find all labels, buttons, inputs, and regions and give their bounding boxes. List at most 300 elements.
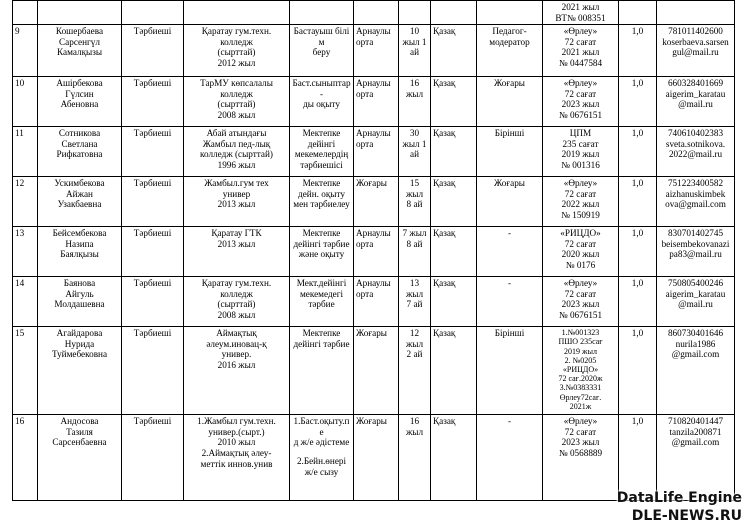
cell-line: жыл	[405, 188, 424, 199]
cell-line: ды оқыту	[303, 99, 340, 110]
full-name-cell	[38, 327, 122, 415]
cell-line: 1.Жамбыл гум.техн.	[197, 416, 276, 427]
watermark-line-1: DataLife Engine	[616, 490, 742, 506]
cell-line: 8 ай	[406, 199, 423, 210]
cell-line: @mail.ru	[678, 99, 713, 110]
cell-empty	[122, 1, 184, 25]
position-cell	[122, 25, 184, 77]
cell-line: колледж (сырттай)	[200, 149, 273, 160]
cell-line: Қаратау ГТК	[211, 228, 262, 239]
cell-line: 751223400582	[667, 178, 724, 189]
cell-line: беру	[312, 47, 331, 58]
cell-text: 15	[15, 328, 25, 339]
cell-line: жыл	[405, 426, 424, 437]
cell-text: Тәрбиеші	[133, 228, 172, 239]
category-cell	[477, 177, 543, 227]
rate-cell	[619, 415, 657, 501]
cell-line: универ	[222, 188, 251, 199]
cell-empty	[184, 1, 290, 25]
cell-line: 2022 жыл	[561, 199, 600, 210]
cell-empty	[431, 1, 477, 25]
contact-cell	[657, 327, 735, 415]
cell-line: Молдашевна	[54, 299, 105, 310]
cell-line: 2010 жыл	[217, 437, 256, 448]
contact-cell	[657, 177, 735, 227]
cell-line: жыл 1 ай	[402, 138, 427, 160]
cell-line: 3.№0383331	[559, 383, 602, 393]
cell-text: 1,0	[631, 278, 644, 289]
cell-text: Тәрбиеші	[133, 416, 172, 427]
cell-line: Мектепке	[302, 178, 341, 189]
rate-cell	[619, 277, 657, 327]
cell-line: @mail.ru	[678, 299, 713, 310]
cell-line: орта	[356, 288, 374, 299]
cell-line: 740610402383	[667, 128, 724, 139]
education-cell	[184, 127, 290, 177]
cell-line: Нурида	[64, 338, 95, 349]
course-cell	[543, 127, 619, 177]
cell-line: ТарМУ көпсалалы	[200, 78, 273, 89]
rate-cell	[619, 77, 657, 127]
cell-line: -	[507, 278, 512, 289]
cell-line: 2 ай	[406, 349, 423, 360]
degree-cell	[354, 227, 399, 277]
cell-line: 830701402745	[667, 228, 724, 239]
full-name-cell	[38, 127, 122, 177]
cell-line: тәрбиешісі	[300, 159, 343, 170]
cell-line: Светлана	[61, 138, 98, 149]
cell-line: ВТ№ 008351	[555, 12, 606, 23]
experience-cell	[399, 227, 431, 277]
language-cell	[431, 77, 477, 127]
specialty-cell	[290, 127, 354, 177]
cell-line: Айгуль	[65, 288, 94, 299]
language-cell	[431, 25, 477, 77]
cell-line: Жамбыл.гум тех	[204, 178, 269, 189]
cell-line: 2023 жыл	[561, 437, 600, 448]
contact-cell	[657, 415, 735, 501]
cell-line: «РИЦДО»	[560, 228, 601, 239]
cell-empty	[13, 1, 38, 25]
cell-line: Сарсенбаевна	[52, 437, 107, 448]
cell-line: 15	[409, 178, 420, 189]
cell-line: 235 сағат	[562, 138, 599, 149]
cell-line: 72 сағат	[564, 238, 597, 249]
table-row	[13, 177, 735, 227]
cell-text: 9	[15, 26, 20, 37]
cell-line: Ускимбекова	[54, 178, 105, 189]
cell-line: Жоғары	[494, 178, 525, 189]
cell-line: 2013 жыл	[217, 199, 256, 210]
experience-cell	[399, 327, 431, 415]
cell-line: Назипа	[65, 238, 94, 249]
contact-cell	[657, 227, 735, 277]
cell-line: орта	[356, 238, 374, 249]
education-cell	[184, 327, 290, 415]
cell-line: дейн. оқыту	[298, 188, 345, 199]
cell-line: ай	[410, 47, 419, 58]
language-cell	[431, 227, 477, 277]
contact-cell	[657, 277, 735, 327]
degree-cell	[354, 415, 399, 501]
education-cell	[184, 177, 290, 227]
language-cell	[431, 277, 477, 327]
cell-line: Баст.сыныптар-	[292, 78, 351, 99]
full-name-cell	[38, 177, 122, 227]
cell-line: 72 сағат	[564, 426, 597, 437]
cell-line: Арнаулы	[356, 228, 391, 239]
cell-line: Жамбыл пед-лық	[202, 138, 271, 149]
cell-line: 2020 жыл	[561, 249, 600, 260]
cell-text: Қазақ	[433, 228, 456, 239]
cell-line: мекемелердің	[294, 149, 349, 160]
cell-line: 7 жыл	[402, 228, 427, 239]
full-name-cell	[38, 415, 122, 501]
cell-line: Жоғары	[494, 78, 525, 89]
cell-line: Абеновна	[60, 99, 99, 110]
cell-line: ova@gmail.com	[665, 199, 726, 210]
table-row	[13, 327, 735, 415]
cell-line: 2023 жыл	[561, 99, 600, 110]
cell-text: Тәрбиеші	[133, 78, 172, 89]
degree-cell	[354, 277, 399, 327]
cell-text: 1,0	[631, 26, 644, 37]
course-cell	[543, 25, 619, 77]
cell-line: 30	[409, 128, 420, 139]
cell-line: Аймақтық	[216, 328, 257, 339]
cell-line: «Өрлеу»	[563, 178, 598, 189]
cell-text: Қазақ	[433, 178, 456, 189]
specialty-cell	[290, 177, 354, 227]
cell-line: Бірінші	[494, 128, 525, 139]
cell-line: Арнаулы	[356, 78, 391, 89]
cell-line: Баянова	[63, 278, 96, 289]
row-number-cell	[13, 327, 38, 415]
watermark-line-2: DLE-NEWS.RU	[631, 508, 742, 524]
cell-line: -	[507, 228, 512, 239]
cell-line: aigerim_karatau	[665, 88, 726, 99]
cell-text: Қазақ	[433, 278, 456, 289]
cell-line: колледж	[220, 88, 253, 99]
cell-text: 1,0	[631, 128, 644, 139]
position-cell	[122, 277, 184, 327]
table-row	[13, 77, 735, 127]
cell-text: 16	[15, 416, 25, 427]
cell-line: Айжан	[66, 188, 93, 199]
cell-line: beisembekovanazi	[661, 238, 730, 249]
cell-text: Тәрбиеші	[133, 278, 172, 289]
cell-text: 10	[15, 78, 25, 89]
cell-text: Қазақ	[433, 128, 456, 139]
rate-cell	[619, 127, 657, 177]
watermark-logo	[617, 489, 742, 525]
cell-line: «Өрлеу»	[563, 26, 598, 37]
contact-cell	[657, 25, 735, 77]
cell-line: Баялқызы	[60, 249, 99, 260]
cell-line: @gmail.com	[671, 437, 720, 448]
cell-line: орта	[356, 138, 374, 149]
staff-table	[12, 0, 735, 501]
contact-cell	[657, 127, 735, 177]
cell-line: Бірінші	[494, 328, 525, 339]
cell-line: Қаратау гум.техн.	[201, 26, 272, 37]
cell-line: мен тәрбиелеу	[293, 199, 350, 210]
cell-line: Сотникова	[58, 128, 101, 139]
cell-line: koserbaeva.sarsen	[662, 36, 729, 47]
cell-line: Ашірбекова	[56, 78, 103, 89]
table-row	[13, 415, 735, 501]
table-row-continued	[13, 1, 735, 25]
contact-cell	[657, 77, 735, 127]
cell-line: «Өрлеу»	[563, 416, 598, 427]
cell-line: Арнаулы	[356, 278, 391, 289]
row-number-cell	[13, 227, 38, 277]
cell-line: жыл	[405, 288, 424, 299]
cell-line: № 0676151	[558, 309, 603, 320]
cell-text: Қазақ	[433, 78, 456, 89]
rate-cell	[619, 227, 657, 277]
rate-cell	[619, 25, 657, 77]
cell-line: Мектепке	[302, 328, 341, 339]
language-cell	[431, 327, 477, 415]
cell-line: 2022@mail.ru	[668, 149, 723, 160]
cell-line: модератор	[489, 36, 530, 47]
cell-line: Рифкатовна	[56, 149, 103, 160]
cell-text: Тәрбиеші	[133, 328, 172, 339]
table-row	[13, 277, 735, 327]
cell-line: 2019 жыл	[564, 346, 597, 356]
cell-line: 2021 жыл	[561, 47, 600, 58]
cell-line: Мект.дейінгі	[296, 278, 347, 289]
cell-line: Сарсенгүл	[59, 36, 100, 47]
cell-line: (сырттай)	[217, 99, 256, 110]
specialty-cell	[290, 277, 354, 327]
cell-text: Тәрбиеші	[133, 26, 172, 37]
full-name-cell	[38, 25, 122, 77]
cell-text: Қазақ	[433, 26, 456, 37]
cell-line: 2. №0205	[564, 355, 597, 365]
experience-cell	[399, 127, 431, 177]
cell-line: Кошербаева	[55, 26, 104, 37]
cell-line: дейінгі тәрбие	[293, 238, 350, 249]
cell-line: № 0568889	[558, 447, 603, 458]
rate-cell	[619, 327, 657, 415]
cell-empty	[38, 1, 122, 25]
cell-line: № 0676151	[558, 109, 603, 120]
cell-line: tanzila200871	[669, 426, 722, 437]
cell-line: универ.	[221, 349, 252, 360]
cell-empty	[619, 1, 657, 25]
education-cell	[184, 277, 290, 327]
cell-line: Агайдарова	[56, 328, 103, 339]
cell-line: 2008 жыл	[217, 109, 256, 120]
cell-line: 860730401646	[667, 328, 724, 339]
cell-line: 72 сағат	[564, 188, 597, 199]
specialty-cell	[290, 227, 354, 277]
cell-line: Андосова	[60, 416, 99, 427]
cell-text: Қазақ	[433, 328, 456, 339]
cell-line: Мектепке	[302, 228, 341, 239]
cell-line: № 001316	[561, 159, 600, 170]
cell-line: 2.Бейн.өнері	[296, 455, 347, 466]
cell-line: орта	[356, 36, 374, 47]
education-cell	[184, 25, 290, 77]
cell-text: 1,0	[631, 328, 644, 339]
row-number-cell	[13, 25, 38, 77]
cell-line: Узакбаевна	[57, 199, 102, 210]
row-number-cell	[13, 277, 38, 327]
cell-text: Тәрбиеші	[133, 178, 172, 189]
cell-line: ПШО 235сағ	[558, 337, 603, 347]
cell-line: Арнаулы	[356, 26, 391, 37]
cell-line: Өрлеу72сағ.	[559, 392, 602, 402]
cell-line: 72 сағат	[564, 36, 597, 47]
education-cell	[184, 227, 290, 277]
cell-line: pa83@mail.ru	[669, 249, 722, 260]
cell-line: 710820401447	[667, 416, 724, 427]
cell-line: aizhanuskimbek	[665, 188, 726, 199]
cell-line: 10	[409, 26, 420, 37]
cell-line: № 0176	[565, 259, 596, 270]
cell-line: 72 сағат	[564, 288, 597, 299]
position-cell	[122, 227, 184, 277]
cell-line: жыл	[405, 88, 424, 99]
category-cell	[477, 25, 543, 77]
cell-line: жыл	[405, 338, 424, 349]
cell-empty	[477, 1, 543, 25]
cell-line: 2023 жыл	[561, 299, 600, 310]
category-cell	[477, 277, 543, 327]
row-number-cell	[13, 77, 38, 127]
cell-line: 2021 жыл	[561, 2, 600, 12]
language-cell	[431, 415, 477, 501]
experience-cell	[399, 77, 431, 127]
cell-line: «Өрлеу»	[563, 78, 598, 89]
course-cell	[543, 277, 619, 327]
cell-text: 1,0	[631, 78, 644, 89]
full-name-cell	[38, 77, 122, 127]
cell-line: меттік иннов.унив	[200, 458, 273, 469]
cell-line: Бастауыш білім	[293, 26, 350, 47]
cell-line: Жоғары	[356, 328, 387, 339]
cell-line: 16	[409, 78, 420, 89]
degree-cell	[354, 327, 399, 415]
specialty-cell	[290, 25, 354, 77]
cell-line: sveta.sotnikova.	[665, 138, 726, 149]
experience-cell	[399, 277, 431, 327]
cell-empty	[290, 1, 354, 25]
cell-line: орта	[356, 88, 374, 99]
education-cell	[184, 415, 290, 501]
cell-line: дейінгі тәрбие	[293, 338, 350, 349]
experience-cell	[399, 177, 431, 227]
education-cell	[184, 77, 290, 127]
language-cell	[431, 177, 477, 227]
cell-line: Жоғары	[356, 178, 387, 189]
cell-line: Қаратау гум.техн.	[201, 278, 272, 289]
cell-text: 1,0	[631, 416, 644, 427]
cell-line: «РИЦДО»	[562, 365, 599, 374]
category-cell	[477, 127, 543, 177]
cell-line: Педагог-	[492, 26, 527, 37]
cell-line: 660328401669	[667, 78, 724, 89]
category-cell	[477, 77, 543, 127]
position-cell	[122, 415, 184, 501]
cell-text: Тәрбиеші	[133, 128, 172, 139]
degree-cell	[354, 127, 399, 177]
degree-cell	[354, 25, 399, 77]
cell-line: 750805400246	[667, 278, 724, 289]
cell-line: 2008 жыл	[217, 309, 256, 320]
cell-line: колледж	[220, 288, 253, 299]
cell-line: Мектепке	[302, 128, 341, 139]
table-row	[13, 25, 735, 77]
cell-line: gul@mail.ru	[672, 47, 719, 58]
cell-line: -	[507, 416, 512, 427]
cell-line: № 150919	[561, 209, 600, 220]
cell-line: жыл 1	[402, 36, 427, 47]
cell-line: 2.Аймақтық әлеу-	[201, 447, 272, 458]
cell-text: 12	[15, 178, 25, 189]
course-cell	[543, 77, 619, 127]
course-cell	[543, 227, 619, 277]
cell-line: 1.Баст.оқыту.пе	[293, 416, 350, 437]
cell-text: 11	[15, 128, 24, 139]
course-cell	[543, 327, 619, 415]
cell-text: 13	[15, 228, 25, 239]
category-cell	[477, 327, 543, 415]
full-name-cell	[38, 277, 122, 327]
degree-cell	[354, 177, 399, 227]
staff-table-page	[12, 0, 735, 501]
cell-line: 16	[409, 416, 420, 427]
language-cell	[431, 127, 477, 177]
cell-text: 1,0	[631, 228, 644, 239]
position-cell	[122, 127, 184, 177]
position-cell	[122, 77, 184, 127]
cell-line: мекемедегі	[299, 288, 344, 299]
cell-line: 2019 жыл	[561, 149, 600, 160]
cell-line: (сырттай)	[217, 299, 256, 310]
course-cell	[543, 177, 619, 227]
row-number-cell	[13, 177, 38, 227]
cell-line: 1.№001323	[561, 328, 600, 338]
cell-line: 13	[409, 278, 420, 289]
table-row	[13, 127, 735, 177]
cell-line: дейінгі	[307, 138, 336, 149]
specialty-cell	[290, 327, 354, 415]
cell-line: әлеум.иновац-қ	[206, 338, 267, 349]
cell-text: 1,0	[631, 178, 644, 189]
specialty-cell	[290, 415, 354, 501]
table-row	[13, 227, 735, 277]
cell-line: 72 сағат	[564, 88, 597, 99]
cell-line: 2021ж	[569, 401, 592, 411]
cell-line: 2012 жыл	[217, 57, 256, 68]
full-name-cell	[38, 227, 122, 277]
cell-line: 781011402600	[668, 26, 723, 37]
cell-line: 12	[409, 328, 420, 339]
cell-line: @gmail.com	[671, 349, 720, 360]
cell-line: «Өрлеу»	[563, 278, 598, 289]
cell-line: nurila1986	[675, 338, 716, 349]
row-number-cell	[13, 415, 38, 501]
cell-line: Арнаулы	[356, 128, 391, 139]
cell-line: 7 ай	[406, 299, 423, 310]
position-cell	[122, 327, 184, 415]
category-cell	[477, 415, 543, 501]
cell-text: Қазақ	[433, 416, 456, 427]
